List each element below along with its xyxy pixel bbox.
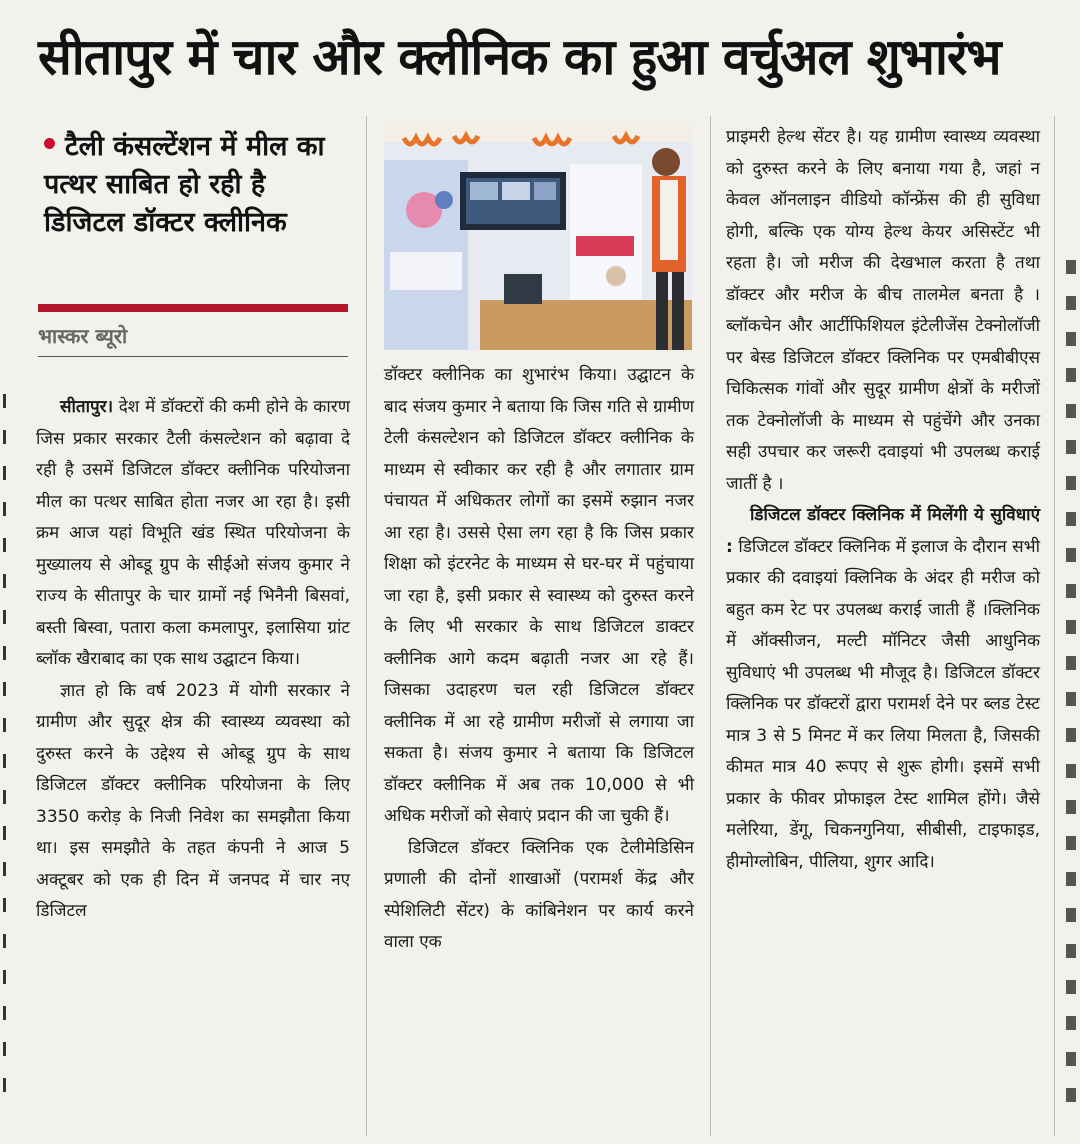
paragraph bbox=[726, 500, 1040, 878]
byline-rule bbox=[38, 356, 348, 357]
article-column-1 bbox=[36, 392, 350, 928]
paragraph bbox=[36, 392, 350, 676]
paragraph: प्राइमरी हेल्थ सेंटर है। यह ग्रामीण स्वास्थ्य व्यवस्था को दुरुस्त करने के लिए बनाया गया है, जहां न केवल ऑनलाइन वीडियो कॉन्फ्रेंस की ही सुविधा होगी, बल्कि एक योग्य हेल्थ केयर असिस्टेंट भी रहता है। जो मरीज की देखभाल करता है तथा डॉक्टर और मरीज के बीच तालमेल बनता है । ब्लॉकचेन और आर्टीफिशियल इंटेलीजेंस टेक्नोलॉजी पर बेस्ड डिजिटल डॉक्टर क्लिनिक पर एमबीबीएस चिकित्सक गांवों और सुदूर ग्रामीण क्षेत्रों के मरीजों तक टेक्नोलॉजी के माध्यम से पहुंचेंगे और उनका सही उपचार कर जरूरी दवाइयां भी उपलब्ध कराई जातीं है । bbox=[726, 127, 1040, 494]
dateline: सीतापुर। bbox=[60, 397, 114, 417]
red-divider bbox=[38, 304, 348, 312]
article-column-2 bbox=[384, 360, 694, 959]
byline: भास्कर ब्यूरो bbox=[38, 324, 128, 348]
article-column-3 bbox=[726, 122, 1040, 878]
subheadline bbox=[44, 128, 354, 242]
headline: सीतापुर में चार और क्लीनिक का हुआ वर्चुअल शुभारंभ bbox=[38, 28, 1001, 86]
subheadline-text: टैली कंसल्टेंशन में मील का पत्थर साबित हो रही है डिजिटल डॉक्टर क्लीनिक bbox=[44, 131, 325, 238]
section-subhead: डिजिटल डॉक्टर क्लिनिक में मिलेंगी ये सुविधाएं : bbox=[726, 505, 1040, 557]
bullet-icon bbox=[44, 138, 55, 149]
paragraph-text: डिजिटल डॉक्टर क्लिनिक में इलाज के दौरान सभी प्रकार की दवाइयां क्लिनिक के अंदर ही मरीज को बहुत कम रेट पर उपलब्ध कराई जाती हैं ।क्लिनिक में ऑक्सीजन, मल्टी मॉनिटर जैसी आधुनिक सुविधाएं भी उपलब्ध भी मौजूद है। डिजिटल डॉक्टर क्लिनिक पर डॉक्टरों द्वारा परामर्श देने पर ब्लड टेस्ट मात्र 3 से 5 मिनट में कर लिया मिलता है, जिसकी कीमत मात्र 40 रूपए से शुरू होगी। इसमें सभी प्रकार के फीवर प्रोफाइल टेस्ट शामिल होंगे। जैसे मलेरिया, डेंगू, चिकनगुनिया, सीबीसी, टाइफाइड, हीमोग्लोबिन, पीलिया, शुगर आदि। bbox=[726, 536, 1040, 872]
column-divider bbox=[710, 116, 711, 1136]
paragraph: डिजिटल डॉक्टर क्लिनिक एक टेलीमेडिसिन प्रणाली की दोनों शाखाओं (परामर्श केंद्र और स्पेशिलिटी सेंटर) के कांबिनेशन पर कार्य करने वाला एक bbox=[384, 837, 694, 952]
paragraph: डॉक्टर क्लीनिक का शुभारंभ किया। उद्घाटन के बाद संजय कुमार ने बताया कि जिस गति से ग्रामीण टेली कंसल्टेशन को डिजिटल डॉक्टर क्लीनिक के माध्यम से स्वीकार कर रही है और लगातार ग्राम पंचायत में अधिकतर लोगों का इसमें रुझान नजर आ रहा है। उससे ऐसा लग रहा है कि जिस प्रकार शिक्षा को इंटरनेट के माध्यम से घर-घर में पहुंचाया जा रहा है, इसी प्रकार से स्वास्थ्य को दुरुस्त करने के लिए भी सरकार के साथ डिजिटल डाक्टर क्लीनिक आगे कदम बढ़ाती नजर आ रहे हैं। जिसका उदाहरण चल रही डिजिटल डॉक्टर क्लीनिक में आ रहे ग्रामीण मरीजों से लगाया जा सकता है। संजय कुमार ने बताया कि डिजिटल डॉक्टर क्लीनिक में अब तक 10,000 से भी अधिक मरीजों को सेवाएं प्रदान की जा चुकी हैं। bbox=[384, 365, 694, 826]
column-divider bbox=[1054, 116, 1055, 1136]
column-divider bbox=[366, 116, 367, 1136]
adjacent-column-right bbox=[1062, 150, 1080, 1144]
paragraph-text: देश में डॉक्टरों की कमी होने के कारण जिस प्रकार सरकार टैली कंसल्टेशन को बढ़ावा दे रही है उसमें डिजिटल डॉक्टर क्लीनिक परियोजना मील का पत्थर साबित होता नजर आ रहा है। इसी क्रम आज यहां विभूति खंड स्थित परियोजना के मुख्यालय से ओब्डू ग्रुप के सीईओ संजय कुमार ने राज्य के सीतापुर के चार ग्रामों नई भिनैनी बिसवां, बस्ती बिस्वा, पतारा कला कमलापुर, इलासिया ग्रांट ब्लॉक खैराबाद का एक साथ उद्घाटन किया। bbox=[36, 397, 350, 669]
news-photo bbox=[384, 124, 692, 350]
adjacent-column-left bbox=[0, 130, 8, 1144]
photo-illustration bbox=[384, 124, 692, 350]
paragraph: ज्ञात हो कि वर्ष 2023 में योगी सरकार ने ग्रामीण और सुदूर क्षेत्र की स्वास्थ्य व्यवस्था को दुरुस्त करने के उद्देश्य से ओब्डू ग्रुप के साथ डिजिटल डॉक्टर क्लीनिक परियोजना के लिए 3350 करोड़ के निजी निवेश का समझौता किया था। इस समझौते के तहत कंपनी ने आज 5 अक्टूबर को एक ही दिन में जनपद में चार नए डिजिटल bbox=[36, 680, 350, 921]
